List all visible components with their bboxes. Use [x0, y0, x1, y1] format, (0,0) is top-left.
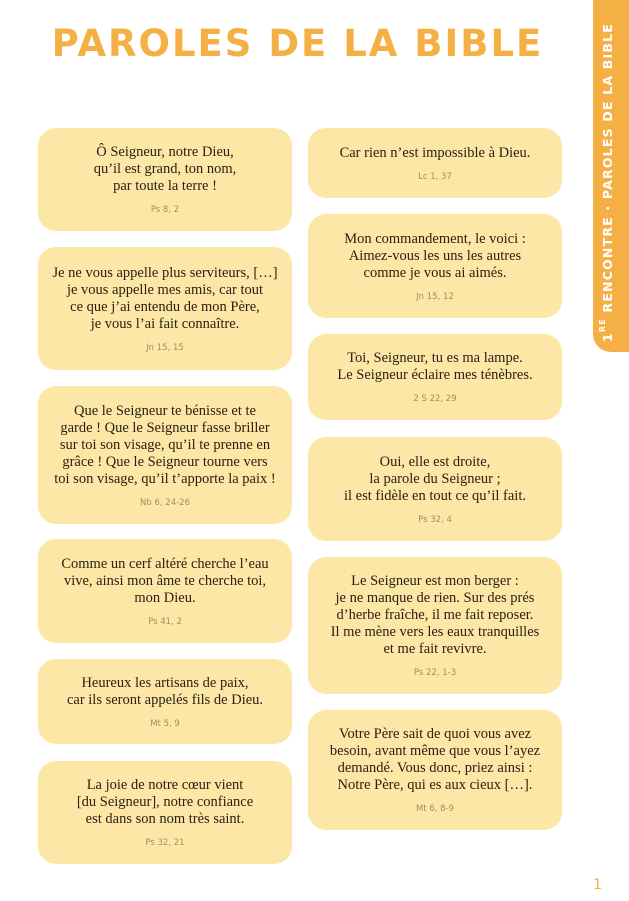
verse-card [308, 214, 562, 318]
verse-card [308, 334, 562, 420]
verse-text: Toi, Seigneur, tu es ma lampe. Le Seigneur éclaire mes ténèbres. [337, 350, 533, 383]
verse-reference: Ps 8, 2 [150, 205, 180, 215]
verse-card [308, 128, 562, 198]
verse-text: Heureux les artisans de paix, car ils seront appelés fils de Dieu. [66, 674, 264, 708]
verse-reference: Jn 15, 15 [146, 342, 184, 353]
verse-text: Je ne vous appelle plus serviteurs, […] je vous appelle mes amis, car tout ce que j’ai entendu de mon Père, je vous l’ai fait connaître. [52, 264, 278, 332]
verse-text: Le Seigneur est mon berger : je ne manque de rien. Sur des prés d’herbe fraîche, il me fait reposer. Il me mène vers les eaux tranquilles et me fait revivre. [330, 573, 540, 657]
verse-text: Mon commandement, le voici : Aimez-vous les uns les autres comme je vous ai aimés. [344, 230, 526, 281]
verse-text: Que le Seigneur te bénisse et te garde ! Que le Seigneur fasse briller sur toi son visage, qu’il te prenne en grâce ! Que le Seigneur tourne vers toi son visage, qu’il t’apporte la paix ! [54, 402, 276, 487]
verse-reference: Ps 32, 21 [145, 838, 185, 848]
chapter-side-text: RENCONTRE · PAROLES DE LA BIBLE [600, 23, 616, 313]
chapter-side-label [598, 23, 615, 342]
verse-card [38, 539, 292, 643]
verse-reference: Ps 22, 1-3 [413, 668, 457, 678]
verse-reference: Jn 15, 12 [416, 291, 454, 302]
verse-card [38, 659, 292, 744]
verse-reference: Mt 5, 9 [150, 718, 180, 729]
verse-reference: Ps 41, 2 [148, 616, 182, 627]
verse-text: Votre Père sait de quoi vous avez besoin, avant même que vous l’ayez demandé. Vous donc, priez ainsi : Notre Père, qui es aux cieux […]. [329, 726, 541, 793]
verse-text: Oui, elle est droite, la parole du Seigneur ; il est fidèle en tout ce qu’il fait. [344, 453, 526, 504]
verse-text: Comme un cerf altéré cherche l’eau vive, ainsi mon âme te cherche toi, mon Dieu. [61, 555, 269, 606]
verse-card [308, 710, 562, 830]
verse-card [38, 128, 292, 231]
chapter-side-tab [593, 0, 629, 352]
page-number: 1 [593, 877, 602, 893]
chapter-ordinal: 1 [600, 332, 616, 342]
verse-card [38, 386, 292, 524]
verse-text: Ô Seigneur, notre Dieu, qu’il est grand, ton nom, par toute la terre ! [93, 144, 237, 194]
verse-reference: Nb 6, 24-26 [140, 497, 190, 508]
verse-card [308, 557, 562, 694]
verse-reference: Mt 6, 8-9 [415, 804, 455, 814]
verse-reference: 2 S 22, 29 [413, 394, 457, 404]
verse-card [308, 437, 562, 541]
verse-text: La joie de notre cœur vient [du Seigneur], notre confiance est dans son nom très saint. [76, 777, 254, 827]
chapter-ordinal-suffix: RE [598, 318, 607, 333]
page-title: PAROLES DE LA BIBLE [51, 22, 544, 65]
verse-reference: Ps 32, 4 [418, 514, 452, 525]
verse-reference: Lc 1, 37 [418, 171, 452, 182]
verse-card [38, 761, 292, 864]
verse-text: Car rien n’est impossible à Dieu. [339, 144, 531, 161]
verse-card [38, 247, 292, 370]
